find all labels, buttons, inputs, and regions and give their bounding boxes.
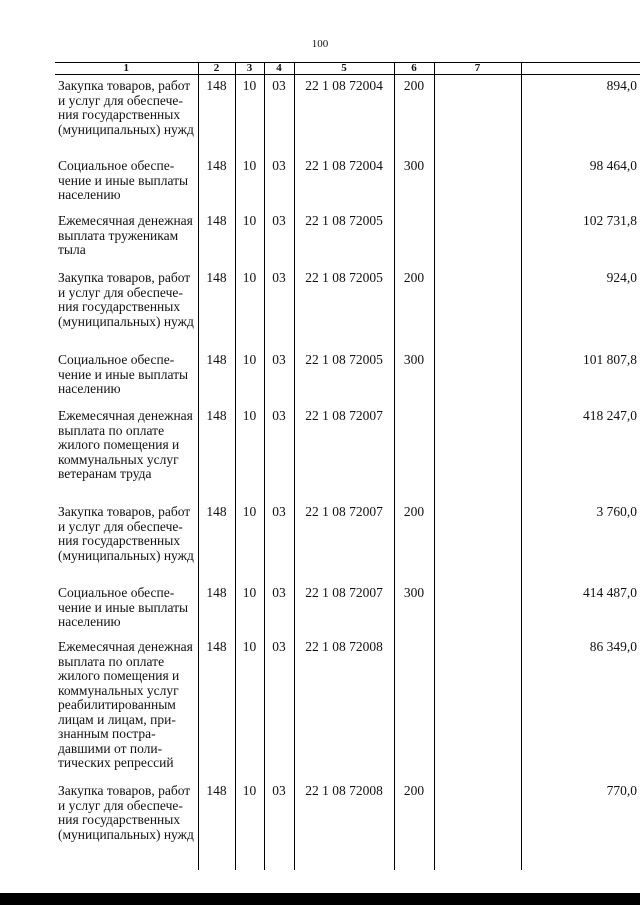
cell-col5: 22 1 08 72008: [294, 780, 394, 870]
cell-amount: 101 807,8: [521, 349, 640, 405]
table-row: [55, 405, 640, 501]
cell-col5: 22 1 08 72004: [294, 155, 394, 210]
cell-col3: 10: [235, 75, 264, 156]
cell-col5: 22 1 08 72005: [294, 267, 394, 349]
cell-col4: 03: [264, 210, 294, 267]
cell-col6: 300: [394, 155, 434, 210]
cell-col5: 22 1 08 72007: [294, 405, 394, 501]
table-row: [55, 349, 640, 405]
cell-col2: 148: [198, 405, 235, 501]
cell-amount: 924,0: [521, 267, 640, 349]
cell-col2: 148: [198, 75, 235, 156]
cell-col6: 300: [394, 349, 434, 405]
scan-edge-bar: [0, 893, 640, 905]
cell-col5: 22 1 08 72004: [294, 75, 394, 156]
cell-col7: [434, 501, 521, 582]
cell-col2: 148: [198, 582, 235, 636]
cell-col7: [434, 349, 521, 405]
column-header: [521, 63, 640, 75]
cell-col4: 03: [264, 349, 294, 405]
row-name: Социальное обеспечение и иные выплаты населению: [58, 352, 189, 396]
table-row: [55, 155, 640, 210]
cell-col7: [434, 405, 521, 501]
table-row: [55, 75, 640, 156]
cell-col6: 200: [394, 267, 434, 349]
cell-amount: 98 464,0: [521, 155, 640, 210]
header-row: [55, 63, 640, 75]
cell-col7: [434, 75, 521, 156]
cell-col6: 200: [394, 780, 434, 870]
cell-col4: 03: [264, 405, 294, 501]
cell-col7: [434, 210, 521, 267]
table-row: [55, 210, 640, 267]
cell-col2: 148: [198, 210, 235, 267]
cell-col7: [434, 582, 521, 636]
row-name: Ежемесячная денежная выплата по оплате жилого помещения и коммунальных услуг реабилитированным лицам и лицам, признанным пострадавшими от политических репрессий: [58, 639, 193, 770]
row-name: Закупка товаров, работ и услуг для обеспечения государственных (муниципальных) нужд: [58, 504, 194, 563]
cell-col6: 200: [394, 501, 434, 582]
cell-col3: 10: [235, 155, 264, 210]
cell-col7: [434, 155, 521, 210]
cell-col6: [394, 405, 434, 501]
cell-col7: [434, 636, 521, 780]
column-header: 1: [55, 63, 198, 75]
row-name: Закупка товаров, работ и услуг для обеспечения государственных (муниципальных) нужд: [58, 783, 194, 842]
cell-col3: 10: [235, 210, 264, 267]
cell-col4: 03: [264, 501, 294, 582]
cell-amount: 3 760,0: [521, 501, 640, 582]
cell-col3: 10: [235, 349, 264, 405]
cell-col4: 03: [264, 267, 294, 349]
cell-col2: 148: [198, 780, 235, 870]
column-header: 7: [434, 63, 521, 75]
cell-amount: 86 349,0: [521, 636, 640, 780]
cell-col7: [434, 780, 521, 870]
cell-col5: 22 1 08 72008: [294, 636, 394, 780]
cell-col3: 10: [235, 267, 264, 349]
cell-col2: 148: [198, 636, 235, 780]
cell-col5: 22 1 08 72005: [294, 210, 394, 267]
row-name: Социальное обеспечение и иные выплаты населению: [58, 158, 189, 202]
cell-col3: 10: [235, 636, 264, 780]
cell-col2: 148: [198, 349, 235, 405]
table-row: [55, 582, 640, 636]
table-row: [55, 636, 640, 780]
cell-col2: 148: [198, 501, 235, 582]
cell-col6: 200: [394, 75, 434, 156]
row-name: Ежемесячная денежная выплата труженикам тыла: [58, 213, 193, 257]
cell-amount: 894,0: [521, 75, 640, 156]
cell-col6: [394, 210, 434, 267]
column-header: 3: [235, 63, 264, 75]
cell-col5: 22 1 08 72007: [294, 582, 394, 636]
column-header: 4: [264, 63, 294, 75]
cell-col3: 10: [235, 501, 264, 582]
cell-col7: [434, 267, 521, 349]
cell-col2: 148: [198, 155, 235, 210]
cell-amount: 102 731,8: [521, 210, 640, 267]
table-row: [55, 501, 640, 582]
cell-col3: 10: [235, 582, 264, 636]
cell-col4: 03: [264, 582, 294, 636]
cell-col4: 03: [264, 636, 294, 780]
column-header: 5: [294, 63, 394, 75]
cell-col4: 03: [264, 780, 294, 870]
cell-amount: 418 247,0: [521, 405, 640, 501]
row-name: Закупка товаров, работ и услуг для обеспечения государственных (муниципальных) нужд: [58, 270, 194, 329]
table-row: [55, 267, 640, 349]
page-number: 100: [311, 38, 329, 50]
cell-col3: 10: [235, 405, 264, 501]
cell-col2: 148: [198, 267, 235, 349]
column-header: 2: [198, 63, 235, 75]
cell-col5: 22 1 08 72007: [294, 501, 394, 582]
cell-col4: 03: [264, 75, 294, 156]
cell-col4: 03: [264, 155, 294, 210]
cell-col5: 22 1 08 72005: [294, 349, 394, 405]
row-name: Закупка товаров, работ и услуг для обеспечения государственных (муниципальных) нужд: [58, 78, 194, 137]
table-row: [55, 780, 640, 870]
cell-col6: 300: [394, 582, 434, 636]
row-name: Социальное обеспечение и иные выплаты населению: [58, 585, 189, 629]
budget-table: [55, 62, 640, 870]
cell-col3: 10: [235, 780, 264, 870]
cell-amount: 770,0: [521, 780, 640, 870]
cell-amount: 414 487,0: [521, 582, 640, 636]
column-header: 6: [394, 63, 434, 75]
cell-col6: [394, 636, 434, 780]
row-name: Ежемесячная денежная выплата по оплате жилого помещения и коммунальных услуг ветеранам труда: [58, 408, 193, 481]
